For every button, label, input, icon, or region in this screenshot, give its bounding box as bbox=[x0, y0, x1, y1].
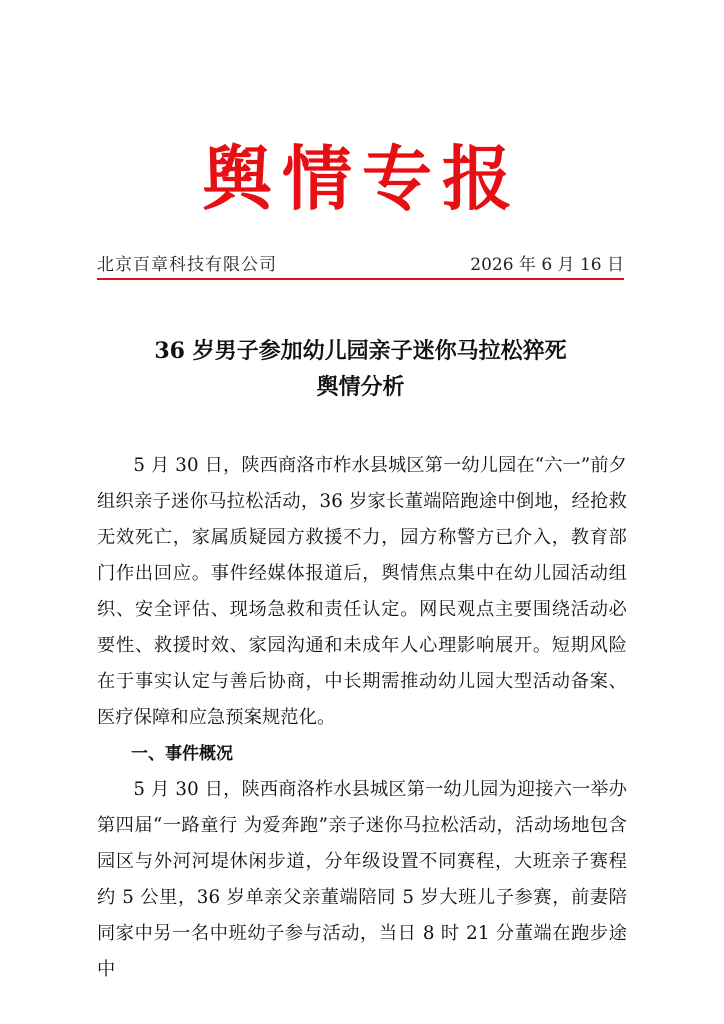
report-title bbox=[97, 333, 624, 405]
masthead-title: 舆情专报 bbox=[202, 137, 522, 220]
issue-date: 2026 年 6 月 16 日 bbox=[470, 255, 624, 275]
company-name: 北京百章科技有限公司 bbox=[97, 255, 277, 275]
report-body bbox=[97, 448, 627, 988]
overview-paragraph: 5 月 30 日，陕西商洛柞水县城区第一幼儿园为迎接六一举办第四届“一路童行 为爱奔跑”亲子迷你马拉松活动，活动场地包含园区与外河河堤休闲步道，分年级设置不同赛程，大班亲子赛程约 5 公里，36 岁单亲父亲董端陪同 5 岁大班儿子参赛，前妻陪同家中另一名中班幼子参与活动，当日 8 时 21 分董端在跑步途中 bbox=[97, 779, 627, 980]
red-divider bbox=[97, 278, 624, 280]
report-title-line-1: 36 岁男子参加幼儿园亲子迷你马拉松猝死 bbox=[154, 338, 567, 364]
document-header bbox=[97, 252, 624, 278]
section-heading-overview: 一、事件概况 bbox=[131, 744, 233, 764]
report-title-line-2: 舆情分析 bbox=[316, 374, 405, 400]
summary-paragraph: 5 月 30 日，陕西商洛市柞水县城区第一幼儿园在“六一”前夕组织亲子迷你马拉松活动，36 岁家长董端陪跑途中倒地，经抢救无效死亡，家属质疑园方救援不力，园方称警方已介入，教育部门作出回应。事件经媒体报道后，舆情焦点集中在幼儿园活动组织、安全评估、现场急救和责任认定。网民观点主要围绕活动必要性、救援时效、家园沟通和未成年人心理影响展开。短期风险在于事实认定与善后协商，中长期需推动幼儿园大型活动备案、医疗保障和应急预案规范化。 bbox=[97, 455, 628, 728]
